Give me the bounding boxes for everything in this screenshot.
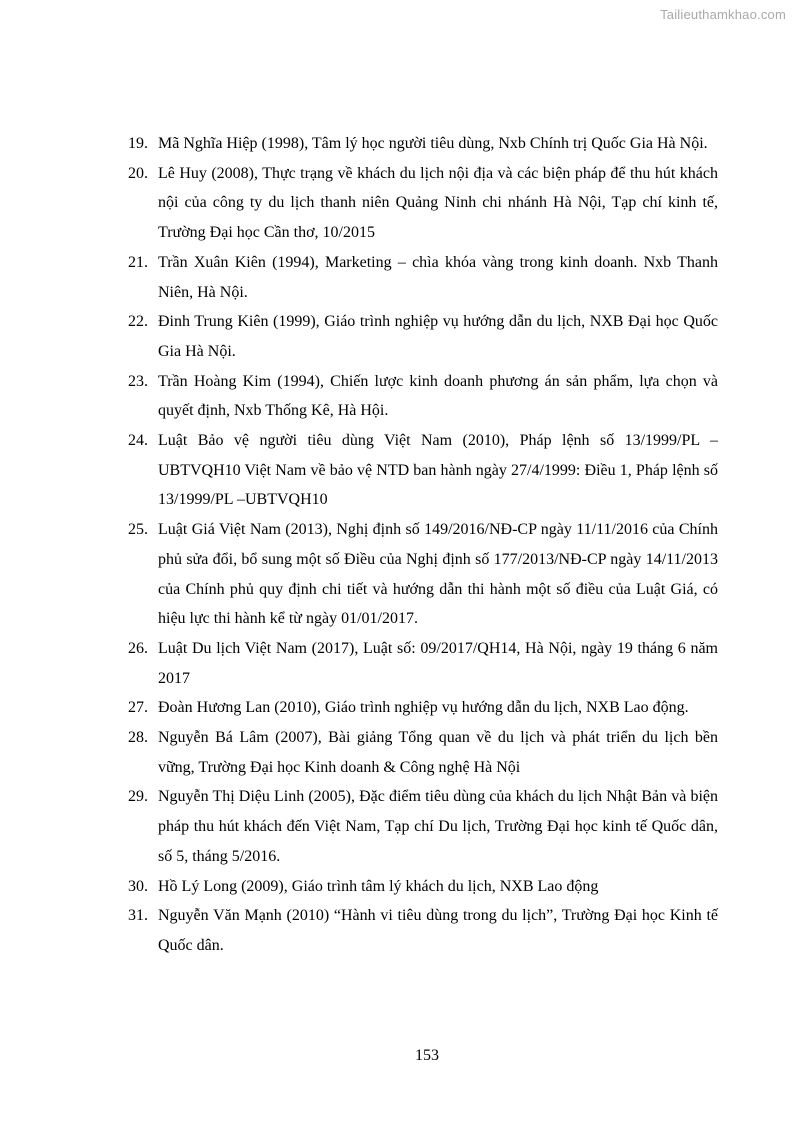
reference-number: 21. <box>128 253 148 271</box>
reference-number: 25. <box>128 521 148 539</box>
reference-text: Nguyễn Văn Mạnh (2010) “Hành vi tiêu dùng trong du lịch”, Trường Đại học Kinh tế Quốc dân. <box>158 907 718 954</box>
reference-item <box>128 367 718 426</box>
reference-number: 31. <box>128 907 148 925</box>
reference-item <box>128 248 718 307</box>
reference-text: Đinh Trung Kiên (1999), Giáo trình nghiệp vụ hướng dẫn du lịch, NXB Đại học Quốc Gia Hà Nội. <box>158 313 718 360</box>
reference-number: 30. <box>128 877 148 895</box>
reference-number: 24. <box>128 432 148 450</box>
reference-item <box>128 426 718 515</box>
reference-item <box>128 159 718 248</box>
watermark: Tailieuthamkhao.com <box>660 7 786 22</box>
reference-number: 27. <box>128 699 148 717</box>
reference-text: Nguyễn Thị Diệu Linh (2005), Đặc điểm tiêu dùng của khách du lịch Nhật Bản và biện pháp thu hút khách đến Việt Nam, Tạp chí Du lịch, Trường Đại học kinh tế Quốc dân, số 5, tháng 5/2016. <box>158 788 718 865</box>
reference-item <box>128 515 718 634</box>
reference-text: Hồ Lý Long (2009), Giáo trình tâm lý khách du lịch, NXB Lao động <box>158 877 599 895</box>
reference-item <box>128 307 718 366</box>
reference-text: Nguyễn Bá Lâm (2007), Bài giảng Tổng quan về du lịch và phát triển du lịch bền vững, Trường Đại học Kinh doanh & Công nghệ Hà Nội <box>158 729 718 776</box>
reference-item <box>128 723 718 782</box>
reference-text: Luật Giá Việt Nam (2013), Nghị định số 149/2016/NĐ-CP ngày 11/11/2016 của Chính phủ sửa đổi, bổ sung một số Điều của Nghị định số 177/2013/NĐ-CP ngày 14/11/2013 của Chính phủ quy định chi tiết và hướng dẫn thi hành một số điều của Luật Giá, có hiệu lực thi hành kể từ ngày 01/01/2017. <box>158 521 718 628</box>
reference-number: 23. <box>128 372 148 390</box>
reference-number: 26. <box>128 639 148 657</box>
reference-item <box>128 901 718 960</box>
reference-number: 28. <box>128 729 148 747</box>
reference-text: Đoàn Hương Lan (2010), Giáo trình nghiệp vụ hướng dẫn du lịch, NXB Lao động. <box>158 699 689 717</box>
reference-item <box>128 634 718 693</box>
reference-text: Lê Huy (2008), Thực trạng về khách du lịch nội địa và các biện pháp để thu hút khách nội của công ty du lịch thanh niên Quảng Ninh chi nhánh Hà Nội, Tạp chí kinh tế, Trường Đại học Cần thơ, 10/2015 <box>158 164 718 242</box>
reference-list <box>128 129 718 961</box>
reference-text: Mã Nghĩa Hiệp (1998), Tâm lý học người tiêu dùng, Nxb Chính trị Quốc Gia Hà Nội. <box>158 135 708 152</box>
reference-text: Luật Du lịch Việt Nam (2017), Luật số: 09/2017/QH14, Hà Nội, ngày 19 tháng 6 năm 2017 <box>158 639 718 687</box>
reference-number: 20. <box>128 164 148 182</box>
reference-item <box>128 782 718 871</box>
reference-text: Luật Bảo vệ người tiêu dùng Việt Nam (2010), Pháp lệnh số 13/1999/PL – UBTVQH10 Việt Nam về bảo vệ NTD ban hành ngày 27/4/1999: Điều 1, Pháp lệnh số 13/1999/PL –UBTVQH10 <box>158 432 718 509</box>
reference-item <box>128 693 718 723</box>
reference-number: 29. <box>128 788 148 806</box>
reference-text: Trần Xuân Kiên (1994), Marketing – chìa khóa vàng trong kinh doanh. Nxb Thanh Niên, Hà Nội. <box>158 253 718 301</box>
reference-number: 22. <box>128 313 148 331</box>
reference-item <box>128 872 718 902</box>
reference-item <box>128 129 718 159</box>
reference-text: Trần Hoàng Kim (1994), Chiến lược kinh doanh phương án sản phẩm, lựa chọn và quyết định, Nxb Thống Kê, Hà Hội. <box>158 372 718 420</box>
page-number: 153 <box>415 1047 439 1064</box>
reference-number: 19. <box>128 135 148 152</box>
